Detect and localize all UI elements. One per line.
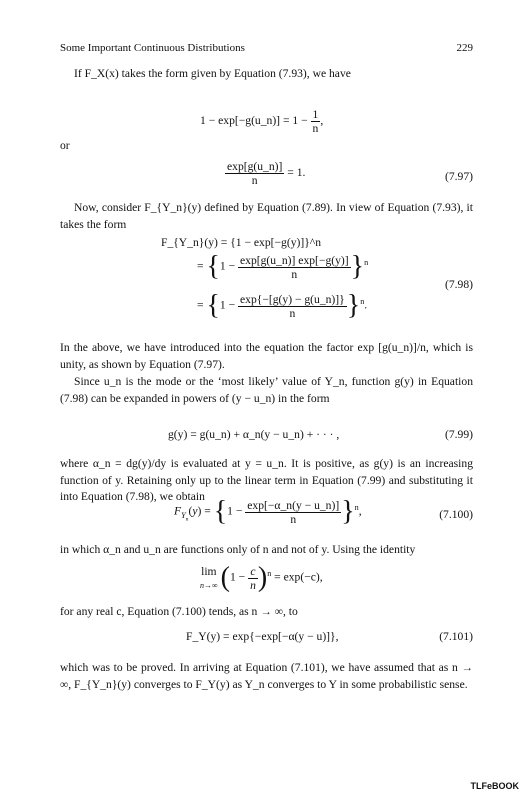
paragraph-1: If F_X(x) takes the form given by Equation (7.93), we have (74, 67, 351, 80)
eq98-line3-denominator: n (238, 306, 347, 320)
eq98-line2-denominator: n (238, 267, 351, 281)
eq100-numerator: exp[−α_n(y − u_n)] (247, 498, 340, 512)
eq99-label: (7.99) (444, 428, 473, 441)
eq98-line2-numerator: exp[g(u_n)] exp[−g(y)] (240, 253, 349, 267)
eq98-line-3: = {1 − $\frac{\exp\{-[g(y) - g(u\_n)]\}}{n}$ }$^n$. (197, 290, 368, 321)
paragraph-3: Now, consider F_{Y_n}(y) defined by Equation (7.89). In view of Equation (7.93), it takes the form (60, 201, 473, 231)
eq98-line-1: F_{Y_n}(y) = {1 − exp[−g(y)]}^n (161, 236, 322, 249)
paragraph-4: In the above, we have introduced into the equation the factor exp [g(u_n)]/n, which is unity, as shown by Equation (7.97). (60, 341, 473, 371)
eq98-line3-numerator: exp{−[g(y) − g(u_n)]} (240, 292, 345, 306)
equation-unnumbered-1: 1 − exp[−g(u_n)] = 1 − $\frac{1}{n}$ , (200, 108, 324, 135)
page-number: 229 (456, 42, 473, 54)
paragraph-5: Since u_n is the mode or the ‘most likely’ value of Y_n, function g(y) in Equation (7.98) can be expanded in powers of (y − u_n) in the form (60, 375, 473, 405)
equation-identity: lim n→∞ (1 − $\frac{c}{n}$ )$^n$ = exp(−c), (200, 562, 323, 593)
equation-7-97 (60, 160, 473, 192)
paragraph-7: in which α_n and u_n are functions only of n and not of y. Using the identity (60, 543, 416, 556)
eq1-numerator: 1 (312, 108, 319, 121)
paragraph-8: for any real c, Equation (7.100) tends, as n → ∞, to (60, 605, 298, 618)
eq100-denominator: n (245, 512, 341, 526)
eq1-lhs: 1 − exp[−g(u_n)] = 1 − (200, 114, 311, 128)
eq98-label: (7.98) (444, 278, 473, 291)
eq97-rhs: = 1. (287, 166, 306, 180)
eq97-label: (7.97) (444, 170, 473, 183)
eq1-denominator: n (312, 122, 319, 135)
eq99-body: g(y) = g(u_n) + α_n(y − u_n) + · · · , (168, 428, 340, 441)
eq98-line-2: = {1 − $\frac{\exp[g(u\_n)] \exp[-g(y)]}{n}$ }$^n$ (197, 251, 369, 282)
identity-rhs: = exp(−c), (274, 570, 323, 584)
paragraph-or: or (60, 139, 70, 152)
equation-7-101 (60, 630, 473, 650)
equation-7-99 (60, 428, 473, 448)
paragraph-6: where α_n = dg(y)/dy is evaluated at y = u_n. It is positive, as g(y) is an increasing function of y. Retaining only up to the linear term in Equation (7.99) and substituting it into Equation (7.98), we obtain (60, 457, 473, 503)
eq97-denominator: n (225, 173, 284, 187)
chapter-title: Some Important Continuous Distributions (60, 42, 245, 54)
eq100-label: (7.100) (439, 508, 473, 521)
eq101-label: (7.101) (439, 630, 473, 643)
paragraph-9: which was to be proved. In arriving at Equation (7.101), we have assumed that as n → ∞, F_{Y_n}(y) converges to F_Y(y) as Y_n converges to Y in some probabilistic sense. (60, 661, 473, 691)
equation-7-100: $F_{Y_n}(y) = \{1$ − $\frac{\exp[-\alpha\_n(y - u\_n)]}{n}$ }$^n$, (7.100) (174, 496, 473, 527)
watermark-footer: TLFeBOOK (470, 781, 519, 791)
eq97-numerator: exp[g(u_n)] (227, 160, 283, 173)
eq101-body: F_Y(y) = exp{−exp[−α(y − u)]}, (186, 630, 339, 643)
equation-7-98 (60, 236, 473, 332)
